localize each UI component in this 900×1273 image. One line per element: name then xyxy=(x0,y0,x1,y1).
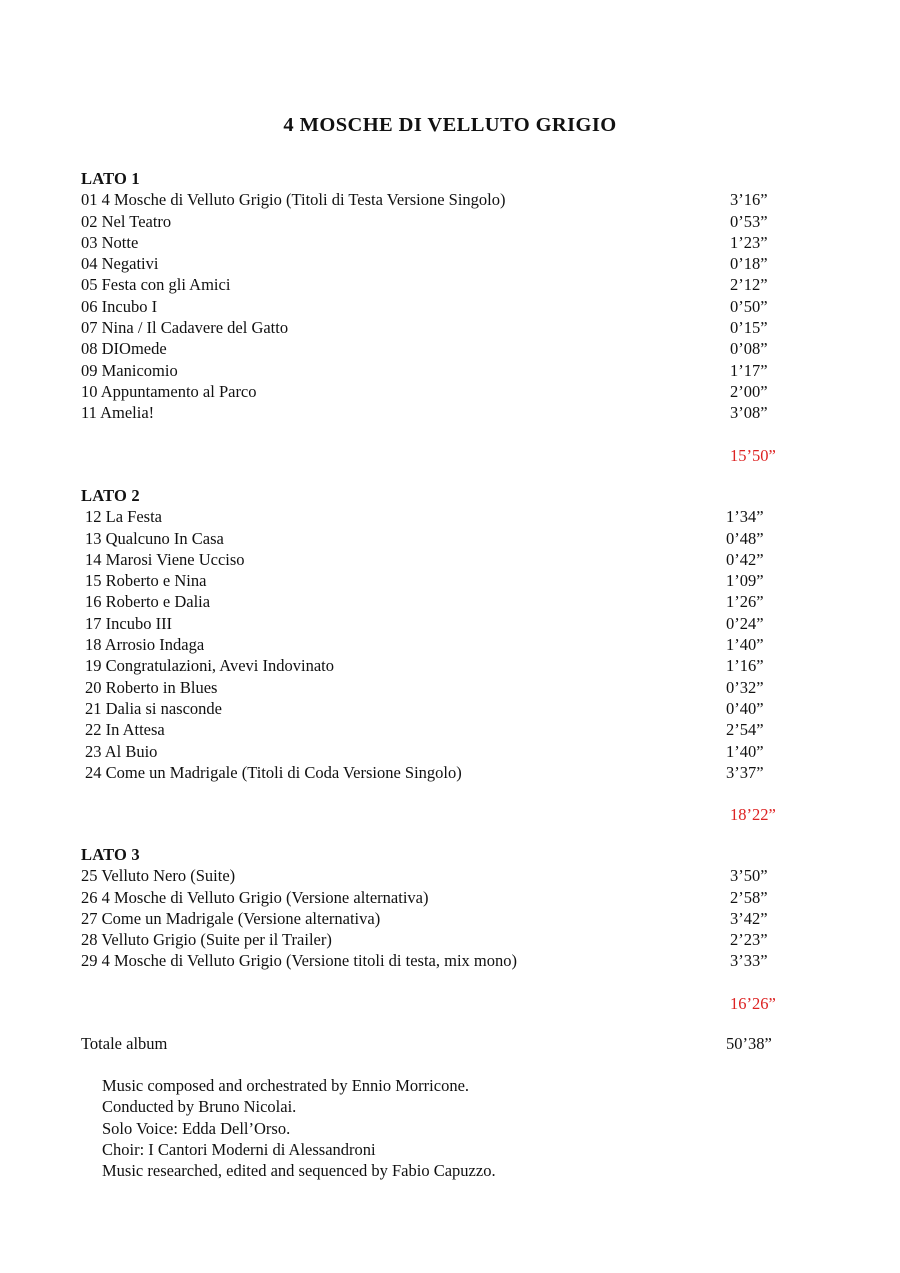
track-duration: 1’17” xyxy=(730,360,768,380)
track-row xyxy=(81,698,841,719)
track-row xyxy=(81,762,841,783)
track-title: Congratulazioni, Avevi Indovinato xyxy=(105,656,334,676)
track-number: 17 xyxy=(85,613,102,633)
track-row xyxy=(81,274,841,295)
credit-line: Solo Voice: Edda Dell’Orso. xyxy=(102,1118,291,1138)
track-title: Appuntamento al Parco xyxy=(100,381,257,401)
track-title: Amelia! xyxy=(100,403,155,423)
track-number: 22 xyxy=(85,720,102,740)
track-row xyxy=(81,360,841,381)
track-duration: 3’50” xyxy=(730,866,768,886)
track-title: Dalia si nasconde xyxy=(105,698,223,718)
track-number: 14 xyxy=(85,549,102,569)
side-subtotal-time: 15’50” xyxy=(730,445,776,465)
track-number: 12 xyxy=(85,507,102,527)
track-title: Nel Teatro xyxy=(101,211,172,231)
credit-line: Music composed and orchestrated by Ennio Morricone. xyxy=(102,1076,470,1095)
track-duration: 3’37” xyxy=(726,762,764,782)
spacer xyxy=(81,424,841,445)
track-number: 21 xyxy=(85,698,102,718)
track-number: 06 xyxy=(81,296,98,316)
side-block-lato-1 xyxy=(81,168,841,466)
track-row xyxy=(81,655,841,676)
track-duration: 2’58” xyxy=(730,887,768,907)
track-title: Festa con gli Amici xyxy=(101,275,231,295)
track-row xyxy=(81,506,841,527)
track-number: 08 xyxy=(81,339,98,359)
track-number: 18 xyxy=(85,635,102,655)
track-row xyxy=(81,549,841,570)
side-heading: LATO 2 xyxy=(81,486,140,505)
track-row xyxy=(81,887,841,908)
track-duration: 1’09” xyxy=(726,571,764,591)
track-number: 28 xyxy=(81,930,98,950)
track-number: 24 xyxy=(85,762,102,782)
track-duration: 0’42” xyxy=(726,549,764,569)
track-title: Negativi xyxy=(101,254,159,274)
side-heading: LATO 3 xyxy=(81,845,140,864)
track-number: 09 xyxy=(81,360,98,380)
track-number: 23 xyxy=(85,741,102,761)
album-total-time: 50’38” xyxy=(726,1034,772,1053)
track-duration: 3’42” xyxy=(730,908,768,928)
track-duration: 3’08” xyxy=(730,403,768,423)
track-duration: 0’24” xyxy=(726,613,764,633)
track-row xyxy=(81,719,841,740)
track-list xyxy=(81,506,841,783)
track-duration: 0’18” xyxy=(730,254,768,274)
track-row xyxy=(81,211,841,232)
track-title: Arrosio Indaga xyxy=(104,635,205,655)
track-duration: 3’33” xyxy=(730,951,768,971)
track-duration: 1’34” xyxy=(726,507,764,527)
track-row xyxy=(81,317,841,338)
track-row xyxy=(81,232,841,253)
spacer xyxy=(81,972,841,993)
track-duration: 0’53” xyxy=(730,211,768,231)
track-number: 25 xyxy=(81,866,98,886)
track-duration: 0’50” xyxy=(730,296,768,316)
track-row xyxy=(81,929,841,950)
track-duration: 0’32” xyxy=(726,677,764,697)
album-total-row xyxy=(81,1033,841,1054)
track-number: 19 xyxy=(85,656,102,676)
track-list xyxy=(81,865,841,971)
track-title: DIOmede xyxy=(101,339,167,359)
track-row xyxy=(81,634,841,655)
track-number: 02 xyxy=(81,211,98,231)
track-number: 01 xyxy=(81,190,98,210)
track-title: Qualcuno In Casa xyxy=(105,528,224,548)
track-duration: 1’40” xyxy=(726,741,764,761)
track-row xyxy=(81,865,841,886)
track-title: Roberto e Dalia xyxy=(105,592,211,612)
track-duration: 1’23” xyxy=(730,232,768,252)
track-number: 16 xyxy=(85,592,102,612)
track-title: Incubo I xyxy=(101,296,158,316)
track-title: Come un Madrigale (Versione alternativa) xyxy=(101,908,381,928)
track-title: Incubo III xyxy=(105,613,173,633)
side-subtotal-time: 16’26” xyxy=(730,994,776,1014)
track-row xyxy=(81,381,841,402)
track-title: Nina / Il Cadavere del Gatto xyxy=(101,318,289,338)
track-title: Al Buio xyxy=(104,741,158,761)
track-title: Notte xyxy=(101,232,139,252)
credits-block xyxy=(102,1075,862,1181)
side-subtotal-time: 18’22” xyxy=(730,805,776,825)
track-number: 13 xyxy=(85,528,102,548)
track-duration: 1’26” xyxy=(726,592,764,612)
track-number: 11 xyxy=(81,403,97,423)
track-row xyxy=(81,741,841,762)
track-title: La Festa xyxy=(105,507,162,527)
side-subtotal-row xyxy=(81,804,841,825)
track-number: 03 xyxy=(81,232,98,252)
track-title: In Attesa xyxy=(105,720,165,740)
track-duration: 2’12” xyxy=(730,275,768,295)
track-title: Marosi Viene Ucciso xyxy=(105,549,245,569)
track-duration: 3’16” xyxy=(730,190,768,210)
track-number: 29 xyxy=(81,951,98,971)
track-row xyxy=(81,613,841,634)
track-duration: 2’00” xyxy=(730,381,768,401)
track-row xyxy=(81,950,841,971)
track-list xyxy=(81,189,841,423)
track-row xyxy=(81,253,841,274)
credit-line: Choir: I Cantori Moderni di Alessandroni xyxy=(102,1139,376,1159)
track-number: 20 xyxy=(85,677,102,697)
credit-line: Conducted by Bruno Nicolai. xyxy=(102,1097,297,1117)
track-row xyxy=(81,908,841,929)
track-duration: 0’08” xyxy=(730,339,768,359)
track-duration: 2’54” xyxy=(726,720,764,740)
track-duration: 0’48” xyxy=(726,528,764,548)
side-heading: LATO 1 xyxy=(81,169,140,188)
track-number: 04 xyxy=(81,254,98,274)
track-title: 4 Mosche di Velluto Grigio (Titoli di Testa Versione Singolo) xyxy=(101,190,506,210)
track-title: Manicomio xyxy=(101,360,178,380)
track-title: Velluto Nero (Suite) xyxy=(101,866,236,886)
track-title: Come un Madrigale (Titoli di Coda Versione Singolo) xyxy=(105,762,462,782)
track-duration: 1’16” xyxy=(726,656,764,676)
track-row xyxy=(81,296,841,317)
track-duration: 0’40” xyxy=(726,698,764,718)
track-row xyxy=(81,189,841,210)
track-number: 26 xyxy=(81,887,98,907)
track-row xyxy=(81,528,841,549)
track-duration: 1’40” xyxy=(726,635,764,655)
track-row xyxy=(81,591,841,612)
page-title: 4 MOSCHE DI VELLUTO GRIGIO xyxy=(283,113,617,136)
track-number: 10 xyxy=(81,381,98,401)
side-block-lato-3 xyxy=(81,844,841,1014)
track-row xyxy=(81,338,841,359)
credit-line: Music researched, edited and sequenced by Fabio Capuzzo. xyxy=(102,1161,496,1181)
track-title: Roberto e Nina xyxy=(105,571,207,591)
side-subtotal-row xyxy=(81,993,841,1014)
side-block-lato-2 xyxy=(81,485,841,826)
track-number: 07 xyxy=(81,318,98,338)
album-total-label: Totale album xyxy=(81,1034,168,1053)
track-title: Velluto Grigio (Suite per il Trailer) xyxy=(101,930,332,950)
track-row xyxy=(81,402,841,423)
track-duration: 0’15” xyxy=(730,318,768,338)
track-title: 4 Mosche di Velluto Grigio (Versione titoli di testa, mix mono) xyxy=(101,951,517,971)
track-row xyxy=(81,677,841,698)
track-number: 27 xyxy=(81,908,98,928)
side-subtotal-row xyxy=(81,445,841,466)
track-row xyxy=(81,570,841,591)
track-number: 05 xyxy=(81,275,98,295)
track-number: 15 xyxy=(85,571,102,591)
spacer xyxy=(81,783,841,804)
track-title: Roberto in Blues xyxy=(105,677,218,697)
track-title: 4 Mosche di Velluto Grigio (Versione alternativa) xyxy=(101,887,429,907)
track-duration: 2’23” xyxy=(730,930,768,950)
